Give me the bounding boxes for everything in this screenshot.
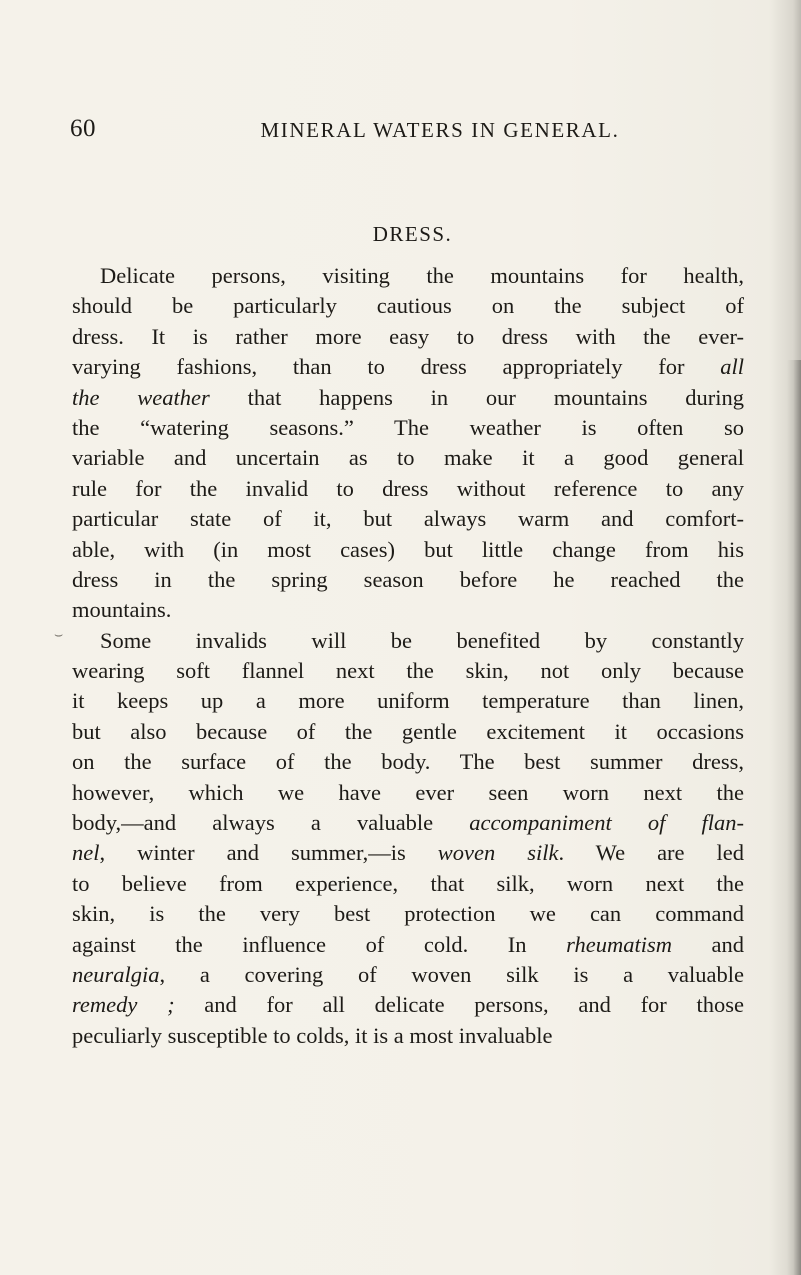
text-span: and <box>671 931 744 957</box>
text-line <box>72 686 744 716</box>
text-span: mountains. <box>72 597 172 623</box>
text-span: should be particularly cautious on the subject of <box>72 293 744 319</box>
text-line <box>72 1021 744 1051</box>
text-line <box>72 383 744 413</box>
text-line <box>72 322 744 352</box>
text-span: dress in the spring season before he reached the <box>72 566 744 592</box>
italic-text: woven silk <box>437 840 559 866</box>
italic-text: nel <box>72 840 100 866</box>
text-line <box>72 413 744 443</box>
text-span: skin, is the very best protection we can command <box>72 901 744 927</box>
text-line <box>72 474 744 504</box>
italic-text: rheumatism <box>566 931 672 957</box>
text-span: and for all delicate persons, and for those <box>174 992 745 1018</box>
text-span: body,—and always a valuable <box>72 810 470 836</box>
text-span: on the surface of the body. The best summer dress, <box>72 749 744 775</box>
text-span: particular state of it, but always warm and comfort- <box>72 506 744 532</box>
running-head: MINERAL WATERS IN GENERAL. <box>260 118 620 142</box>
text-span: peculiarly susceptible to colds, it is a most invaluable <box>72 1022 553 1048</box>
text-line <box>72 960 744 990</box>
italic-text: neuralgia <box>72 961 160 987</box>
italic-text: the weather <box>72 384 210 410</box>
text-span: rule for the invalid to dress without reference to any <box>72 475 744 501</box>
italic-text: all <box>720 354 744 380</box>
text-span: Delicate persons, visiting the mountains for health, <box>100 263 744 288</box>
text-line <box>72 990 744 1020</box>
text-line <box>72 504 744 534</box>
text-span: variable and uncertain as to make it a good general <box>72 445 744 471</box>
text-line <box>72 778 744 808</box>
page-number: 60 <box>70 115 96 142</box>
section-title: DRESS. <box>372 222 453 246</box>
text-span: but also because of the gentle excitement it occasions <box>72 718 744 744</box>
text-span: , a covering of woven silk is a valuable <box>159 961 744 987</box>
text-span: able, with (in most cases) but little change from his <box>72 536 744 562</box>
body-text <box>72 261 744 1051</box>
text-span: to believe from experience, that silk, worn next the <box>72 870 744 896</box>
text-line <box>72 899 744 929</box>
italic-text: remedy ; <box>72 992 175 1018</box>
text-line <box>72 565 744 595</box>
text-span: , winter and summer,—is <box>99 840 438 866</box>
italic-text: accompaniment of flan- <box>469 810 744 836</box>
text-line <box>72 838 744 868</box>
text-span: wearing soft flannel next the skin, not only because <box>72 658 744 684</box>
text-span: varying fashions, than to dress appropriately for <box>72 354 721 380</box>
text-span: the “watering seasons.” The weather is often so <box>72 414 744 440</box>
text-line <box>72 261 744 291</box>
text-span: Some invalids will be benefited by constantly <box>100 627 744 653</box>
text-line <box>72 656 744 686</box>
text-line <box>72 352 744 382</box>
text-line <box>72 535 744 565</box>
text-line <box>72 808 744 838</box>
text-span: against the influence of cold. In <box>72 931 567 957</box>
text-line <box>72 747 744 777</box>
text-line <box>72 930 744 960</box>
text-span: dress. It is rather more easy to dress with the ever- <box>72 323 744 349</box>
page-header <box>70 115 750 147</box>
text-line <box>72 717 744 747</box>
text-span: however, which we have ever seen worn next the <box>72 779 744 805</box>
text-line <box>72 443 744 473</box>
text-span: it keeps up a more uniform temperature than linen, <box>72 688 744 714</box>
text-line <box>72 869 744 899</box>
text-span: . We are led <box>558 840 745 866</box>
margin-mark: ⌣ <box>54 628 64 643</box>
page-edge-shadow <box>787 360 801 1275</box>
text-line <box>72 291 744 321</box>
text-line <box>72 595 744 625</box>
text-line <box>72 626 744 656</box>
text-span: that happens in our mountains during <box>209 384 745 410</box>
